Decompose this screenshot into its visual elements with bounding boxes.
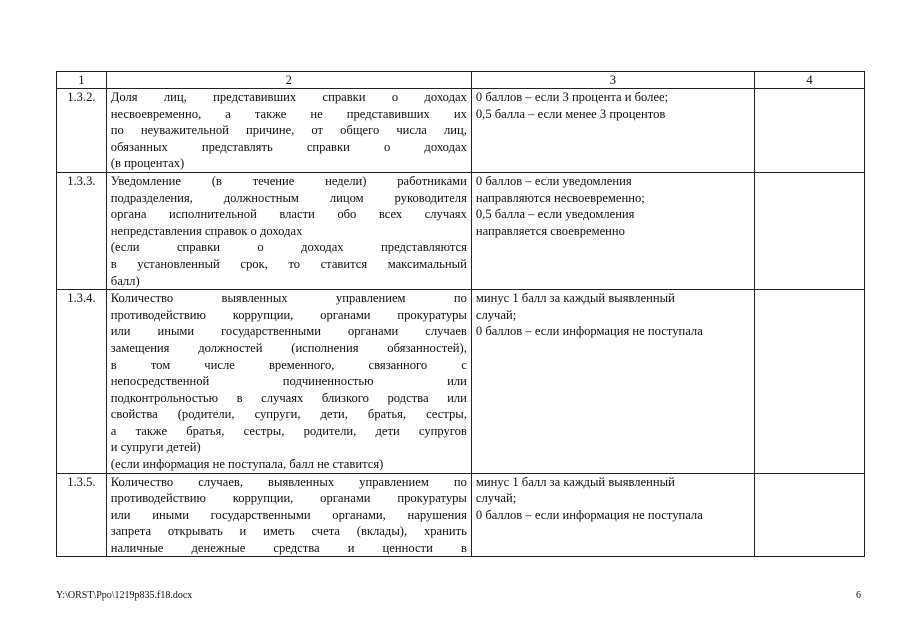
indicator-cell: [106, 473, 471, 556]
indicator-line: Уведомление (в течение недели) работниками: [110, 173, 467, 188]
indicator-line: непосредственной подчиненностью или: [110, 374, 467, 389]
value-cell: [755, 89, 865, 173]
indicator-line: наличные денежные средства и ценности в: [110, 541, 467, 556]
indicator-line: или иными государственными органами случаев: [110, 324, 467, 339]
criteria-line: 0 баллов – если 3 процента и более;: [475, 90, 669, 104]
criteria-cell: [471, 172, 754, 289]
indicator-line: запрета открывать и иметь счета (вклады), хранить: [110, 524, 467, 539]
indicator-line: обязанных представлять справки о доходах: [110, 139, 467, 154]
header-col-4: 4: [755, 72, 865, 89]
criteria-line: минус 1 балл за каждый выявленный: [475, 474, 675, 489]
criteria-line: 0,5 балла – если уведомления: [475, 207, 635, 222]
table-header-row: [57, 72, 865, 89]
criteria-line: 0 баллов – если информация не поступала: [475, 324, 703, 339]
indicator-line: непредставления справок о доходах: [110, 223, 303, 238]
row-number: 1.3.3.: [57, 172, 107, 289]
criteria-line: направляются несвоевременно;: [475, 190, 645, 205]
indicator-cell: [106, 290, 471, 474]
indicator-line: несвоевременно, а также не представивших их: [110, 106, 467, 121]
indicator-line: а также братья, сестры, родители, дети супругов: [110, 423, 467, 438]
criteria-line: случай;: [475, 307, 517, 322]
header-col-3: 3: [471, 72, 754, 89]
header-col-2: 2: [106, 72, 471, 89]
indicator-line: (в процентах): [110, 156, 185, 171]
criteria-line: 0 баллов – если информация не поступала: [475, 507, 703, 522]
indicator-line: в том числе временного, связанного с: [110, 357, 467, 372]
criteria-line: 0 баллов – если уведомления: [475, 173, 632, 188]
value-cell: [755, 473, 865, 556]
criteria-cell: [471, 290, 754, 474]
indicator-line: подразделения, должностным лицом руководителя: [110, 190, 467, 205]
row-number: 1.3.2.: [57, 89, 107, 173]
value-cell: [755, 290, 865, 474]
indicator-line: замещения должностей (исполнения обязанностей),: [110, 340, 467, 355]
indicator-line: по неуважительной причине, от общего числа лиц,: [110, 123, 467, 138]
indicator-line: в установленный срок, то ставится максимальный: [110, 256, 467, 271]
criteria-cell: [471, 89, 754, 173]
criteria-line: случай;: [475, 491, 517, 506]
indicator-line: противодействию коррупции, органами прокуратуры: [110, 491, 467, 506]
indicator-line: органа исполнительной власти обо всех случаях: [110, 207, 467, 222]
indicator-line: свойства (родители, супруги, дети, братья, сестры,: [110, 407, 467, 422]
table-row: [57, 290, 865, 474]
table-row: [57, 473, 865, 556]
value-cell: [755, 172, 865, 289]
criteria-line: направляется своевременно: [475, 223, 625, 238]
indicator-line: противодействию коррупции, органами прокуратуры: [110, 307, 467, 322]
footer-page-number: 6: [856, 590, 861, 601]
table-row: [57, 89, 865, 173]
indicator-line: или иными государственными органами, нарушения: [110, 507, 467, 522]
criteria-cell: [471, 473, 754, 556]
criteria-table: [56, 71, 865, 557]
indicator-line: балл): [110, 273, 140, 288]
indicator-line: Доля лиц, представивших справки о доходах: [110, 90, 467, 104]
criteria-line: минус 1 балл за каждый выявленный: [475, 291, 675, 306]
header-col-1: 1: [57, 72, 107, 89]
indicator-cell: [106, 89, 471, 173]
footer-file-path: Y:\ORST\Ppo\1219p835.f18.docx: [56, 590, 193, 601]
row-number: 1.3.4.: [57, 290, 107, 474]
indicator-line: и супруги детей): [110, 440, 201, 455]
indicator-cut-box: [111, 474, 467, 556]
table-row: [57, 172, 865, 289]
indicator-line: подконтрольностью в случаях близкого родства или: [110, 390, 467, 405]
indicator-line: (если информация не поступала, балл не ставится): [110, 457, 384, 472]
row-number: 1.3.5.: [57, 473, 107, 556]
indicator-line: Количество выявленных управлением по: [110, 291, 467, 306]
indicator-line: Количество случаев, выявленных управлением по: [110, 474, 467, 489]
indicator-cell: [106, 172, 471, 289]
criteria-line: 0,5 балла – если менее 3 процентов: [475, 106, 666, 121]
indicator-line: (если справки о доходах представляются: [110, 240, 467, 255]
